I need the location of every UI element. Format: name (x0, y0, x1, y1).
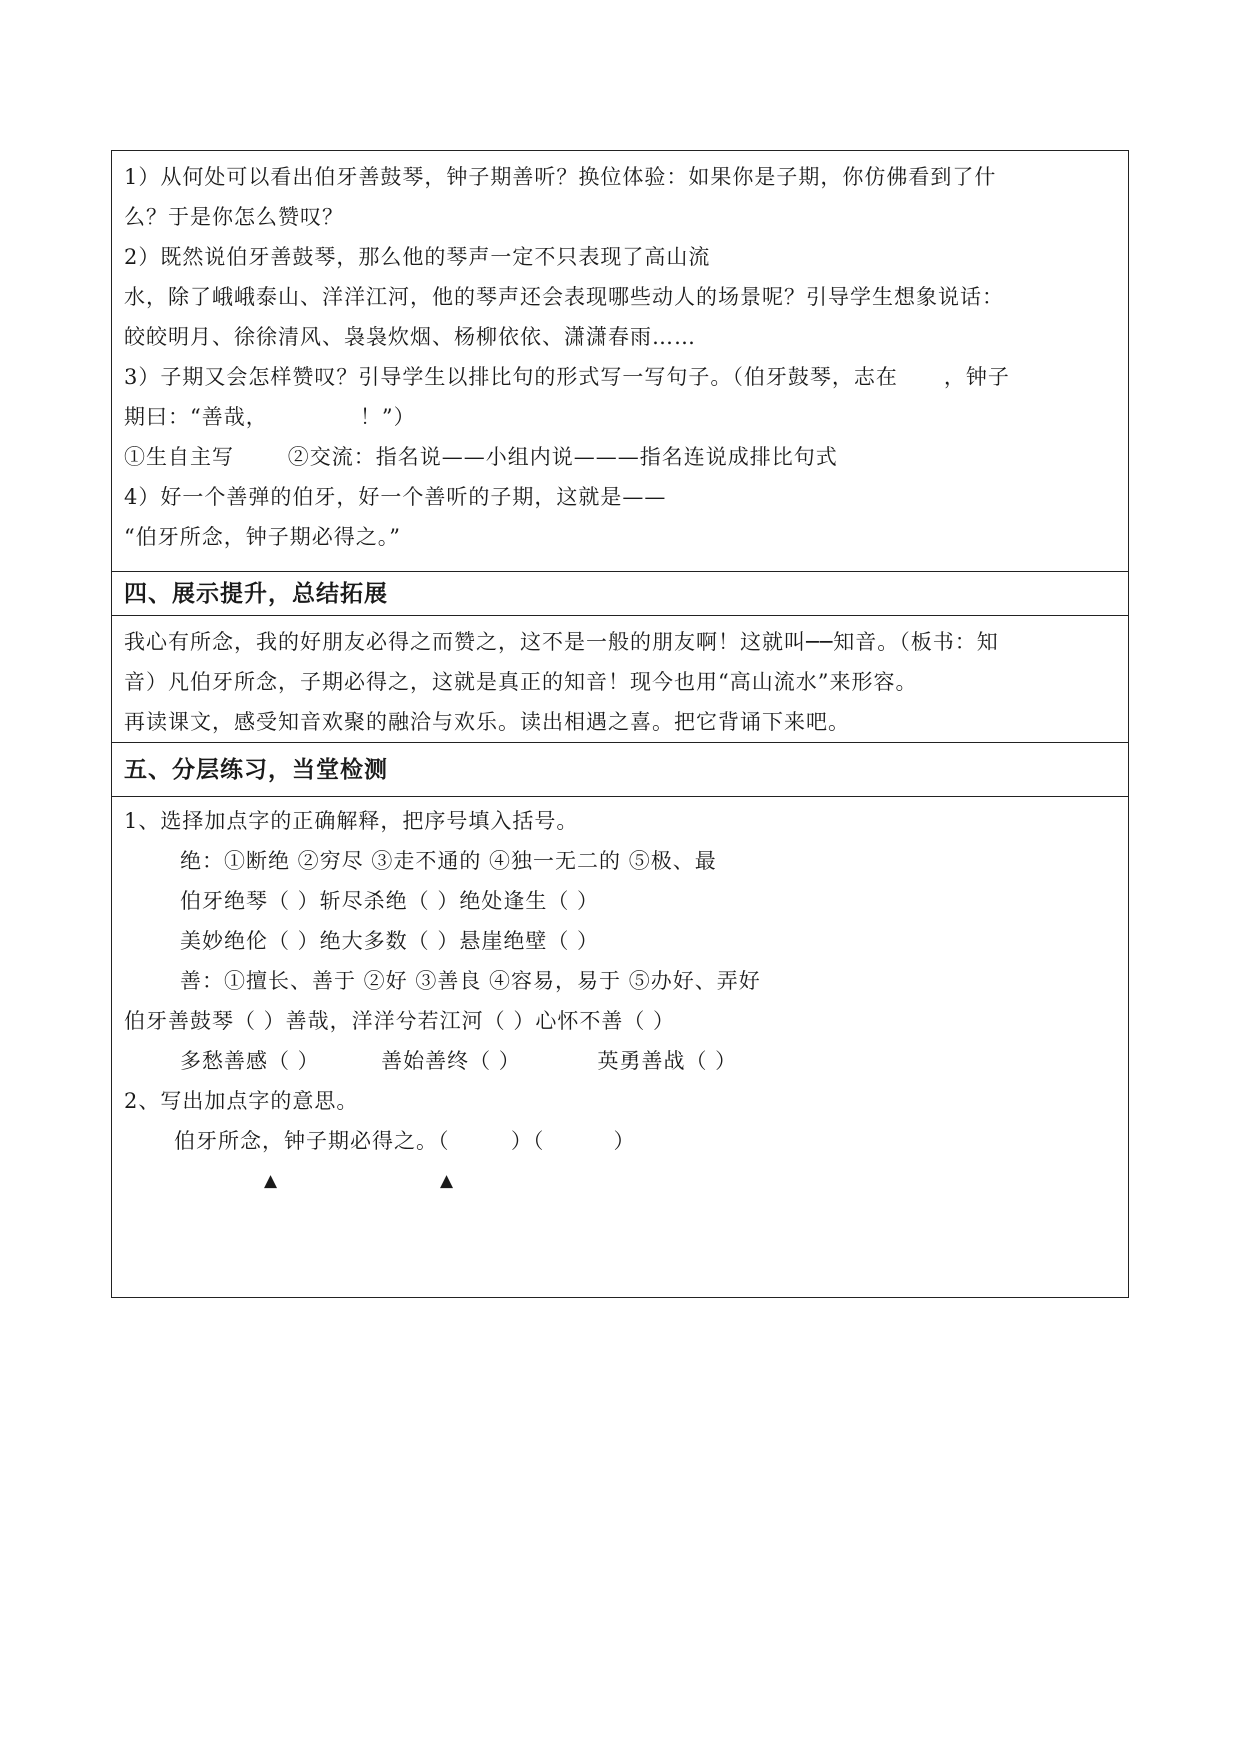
text-line: 音）凡伯牙所念，子期必得之，这就是真正的知音！现今也用“高山流水”来形容。 (124, 670, 918, 694)
section-four-heading: 四、展示提升，总结拓展 (112, 572, 1128, 616)
shan-exercise-row: 多愁善感（ ） 善始善终（ ） 英勇善战（ ） (180, 1049, 738, 1073)
triangle-marker-icon: ▲ (440, 1171, 454, 1191)
text-line: 皎皎明月、徐徐清风、袅袅炊烟、杨柳依依、潇潇春雨…… (124, 325, 696, 349)
section-five-cell (112, 797, 1128, 1297)
section-one-cell (112, 151, 1128, 572)
text-line: 再读课文，感受知音欢聚的融洽与欢乐。读出相遇之喜。把它背诵下来吧。 (124, 710, 850, 734)
text-line: 1）从何处可以看出伯牙善鼓琴，钟子期善听？换位体验：如果你是子期，你仿佛看到了什 (124, 165, 997, 189)
question-two-title: 2、写出加点字的意思。 (124, 1089, 359, 1113)
text-line: 水，除了峨峨泰山、洋洋江河，他的琴声还会表现哪些动人的场景呢？引导学生想象说话： (124, 285, 1004, 309)
section-five-heading: 五、分层练习，当堂检测 (112, 743, 1128, 797)
text-line: 么？于是你怎么赞叹？ (124, 205, 344, 229)
jue-exercise-row: 美妙绝伦（ ）绝大多数（ ）悬崖绝壁（ ） (180, 929, 600, 953)
text-line: “伯牙所念，钟子期必得之。” (124, 525, 401, 549)
text-line: ①生自主写 ②交流：指名说——小组内说———指名连说成排比句式 (124, 445, 838, 469)
text-line: 我心有所念，我的好朋友必得之而赞之，这不是一般的朋友啊！这就叫──知音。（板书：知 (124, 630, 999, 654)
lesson-plan-table (111, 150, 1129, 1298)
shan-exercise-row: 伯牙善鼓琴（ ）善哉，洋洋兮若江河（ ）心怀不善（ ） (124, 1009, 676, 1033)
question-two-sentence: 伯牙所念，钟子期必得之。（ ）（ ） (174, 1129, 636, 1153)
triangle-marker-icon: ▲ (264, 1171, 278, 1191)
jue-options: 绝：①断绝 ②穷尽 ③走不通的 ④独一无二的 ⑤极、最 (180, 849, 717, 873)
text-line: 3）子期又会怎样赞叹？引导学生以排比句的形式写一写句子。（伯牙鼓琴，志在 ，钟子 (124, 365, 1010, 389)
shan-options: 善：①擅长、善于 ②好 ③善良 ④容易，易于 ⑤办好、弄好 (180, 969, 761, 993)
jue-exercise-row: 伯牙绝琴（ ）斩尽杀绝（ ）绝处逢生（ ） (180, 889, 600, 913)
text-line: 4）好一个善弹的伯牙，好一个善听的子期，这就是—— (124, 485, 667, 509)
question-one-title: 1、选择加点字的正确解释，把序号填入括号。 (124, 809, 579, 833)
dot-markers (124, 1161, 1118, 1201)
text-line: 期曰：“善哉， ！”） (124, 405, 416, 429)
section-four-cell (112, 616, 1128, 743)
text-line: 2）既然说伯牙善鼓琴，那么他的琴声一定不只表现了高山流 (124, 245, 711, 269)
